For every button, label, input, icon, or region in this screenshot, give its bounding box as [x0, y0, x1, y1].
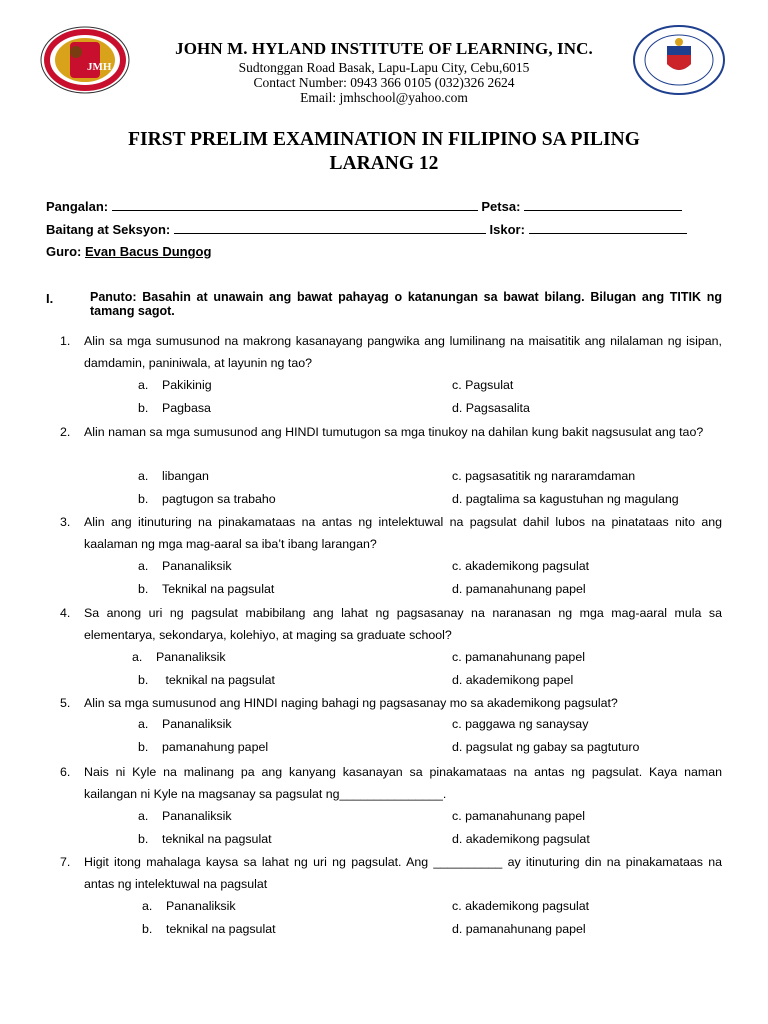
- school-name: JOHN M. HYLAND INSTITUTE OF LEARNING, INC.: [175, 39, 593, 58]
- question-4: 4. Sa anong uri ng pagsulat mabibilang ang lahat ng pagsasanay na naranasan ng mga mag-aaral mula sa elementarya, sekondarya, kolehiyo, at maging sa graduate school?: [60, 602, 722, 646]
- question-text: Alin sa mga sumusunod ang HINDI naging bahagi ng pagsasanay mo sa akademikong pagsulat?: [84, 696, 618, 710]
- option-b[interactable]: b. teknikal na pagsulat: [138, 832, 272, 846]
- option-a[interactable]: a. Pananaliksik: [138, 809, 232, 823]
- option-a[interactable]: a. Pananaliksik: [142, 899, 236, 913]
- option-b[interactable]: b. pamanahung papel: [138, 740, 269, 754]
- exam-title: FIRST PRELIM EXAMINATION IN FILIPINO SA PILING LARANG 12: [128, 129, 640, 174]
- option-d[interactable]: d. pagtalima sa kagustuhan ng magulang: [452, 492, 679, 506]
- option-d[interactable]: d. pamanahunang papel: [452, 582, 586, 596]
- option-b[interactable]: b. pagtugon sa trabaho: [138, 492, 276, 506]
- option-d[interactable]: d. Pagsasalita: [452, 401, 530, 415]
- score-label: Iskor:: [489, 222, 525, 237]
- section-numeral: I.: [46, 291, 54, 306]
- option-c[interactable]: c. pagsasatitik ng nararamdaman: [452, 469, 636, 483]
- date-label: Petsa:: [481, 199, 521, 214]
- option-b[interactable]: b. Teknikal na pagsulat: [138, 582, 275, 596]
- question-5: 5. Alin sa mga sumusunod ang HINDI naging bahagi ng pagsasanay mo sa akademikong pagsulat?: [60, 692, 722, 714]
- option-c[interactable]: c. Pagsulat: [452, 378, 514, 392]
- instructions: Panuto: Basahin at unawain ang bawat pahayag o katanungan sa bawat bilang. Bilugan ang TITIK ng tamang sagot.: [90, 290, 722, 318]
- logo-initials: JMH: [87, 61, 112, 73]
- name-blank[interactable]: [112, 199, 478, 211]
- question-text: Sa anong uri ng pagsulat mabibilang ang lahat ng pagsasanay na naranasan ng mga mag-aaral mula sa elementarya, sekondarya, kolehiyo, at maging sa graduate school?: [84, 606, 722, 642]
- option-c[interactable]: c. akademikong pagsulat: [452, 559, 590, 573]
- option-b[interactable]: b. Pagbasa: [138, 401, 211, 415]
- score-blank[interactable]: [529, 222, 687, 234]
- name-date-row: [46, 199, 682, 214]
- option-d[interactable]: d. akademikong pagsulat: [452, 832, 590, 846]
- question-7: 7. Higit itong mahalaga kaysa sa lahat ng uri ng pagsulat. Ang __________ ay itinuturing din na pinakamataas na antas ng intelektuwal na pagsulat: [60, 851, 722, 895]
- question-text: Nais ni Kyle na malinang pa ang kanyang kasanayan sa pinakamataas na antas ng pagsulat. Kaya naman kailangan ni Kyle na magsanay sa pagsulat ng_______________.: [84, 765, 722, 801]
- option-a[interactable]: a. Pakikinig: [138, 378, 212, 392]
- teacher-name: Evan Bacus Dungog: [85, 244, 212, 259]
- question-1: 1. Alin sa mga sumusunod na makrong kasanayang pangwika ang lumilinang na maisatitik ang nilalaman ng isipan, damdamin, paniniwala, at layunin ng tao?: [60, 330, 722, 374]
- teacher-label: Guro:: [46, 244, 82, 259]
- question-text: Higit itong mahalaga kaysa sa lahat ng uri ng pagsulat. Ang __________ ay itinuturing din na pinakamataas na antas ng intelektuwal na pagsulat: [84, 855, 722, 891]
- question-3: 3. Alin ang itinuturing na pinakamataas na antas ng intelektuwal na pagsulat dahil lubos na pinatataas nito ang kaalaman ng mga mag-aaral sa iba’t ibang larangan?: [60, 511, 722, 555]
- school-email: Email: jmhschool@yahoo.com: [300, 90, 468, 105]
- option-d[interactable]: d. pamanahunang papel: [452, 922, 586, 936]
- section-blank[interactable]: [174, 222, 486, 234]
- school-contact: Contact Number: 0943 366 0105 (032)326 2624: [253, 75, 515, 90]
- option-c[interactable]: c. paggawa ng sanaysay: [452, 717, 589, 731]
- question-2: 2. Alin naman sa mga sumusunod ang HINDI tumutugon sa mga tinukoy na dahilan kung bakit nagsusulat ang tao?: [60, 421, 722, 443]
- option-a[interactable]: a. Pananaliksik: [138, 717, 232, 731]
- option-d[interactable]: d. akademikong papel: [452, 673, 574, 687]
- school-address: Sudtonggan Road Basak, Lapu-Lapu City, Cebu,6015: [238, 60, 530, 75]
- option-a[interactable]: a. Pananaliksik: [132, 650, 226, 664]
- question-text: Alin sa mga sumusunod na makrong kasanayang pangwika ang lumilinang na maisatitik ang nilalaman ng isipan, damdamin, paniniwala, at layunin ng tao?: [84, 334, 722, 370]
- question-6: 6. Nais ni Kyle na malinang pa ang kanyang kasanayan sa pinakamataas na antas ng pagsulat. Kaya naman kailangan ni Kyle na magsanay sa pagsulat ng_______________.: [60, 761, 722, 805]
- option-a[interactable]: a. Pananaliksik: [138, 559, 232, 573]
- option-b[interactable]: b. teknikal na pagsulat: [142, 922, 276, 936]
- date-blank[interactable]: [524, 199, 682, 211]
- letterhead: [0, 0, 768, 112]
- option-c[interactable]: c. pamanahunang papel: [452, 650, 585, 664]
- option-c[interactable]: c. pamanahunang papel: [452, 809, 585, 823]
- section-score-row: [46, 222, 687, 237]
- option-c[interactable]: c. akademikong pagsulat: [452, 899, 590, 913]
- section-label: Baitang at Seksyon:: [46, 222, 171, 237]
- name-label: Pangalan:: [46, 199, 109, 214]
- option-b[interactable]: b. teknikal na pagsulat: [138, 673, 275, 687]
- question-text: Alin naman sa mga sumusunod ang HINDI tumutugon sa mga tinukoy na dahilan kung bakit nagsusulat ang tao?: [84, 425, 704, 439]
- question-text: Alin ang itinuturing na pinakamataas na antas ng intelektuwal na pagsulat dahil lubos na pinatataas nito ang kaalaman ng mga mag-aaral sa iba’t ibang larangan?: [84, 515, 722, 551]
- option-d[interactable]: d. pagsulat ng gabay sa pagtuturo: [452, 740, 640, 754]
- option-a[interactable]: a. libangan: [138, 469, 209, 483]
- teacher-row: [46, 244, 211, 259]
